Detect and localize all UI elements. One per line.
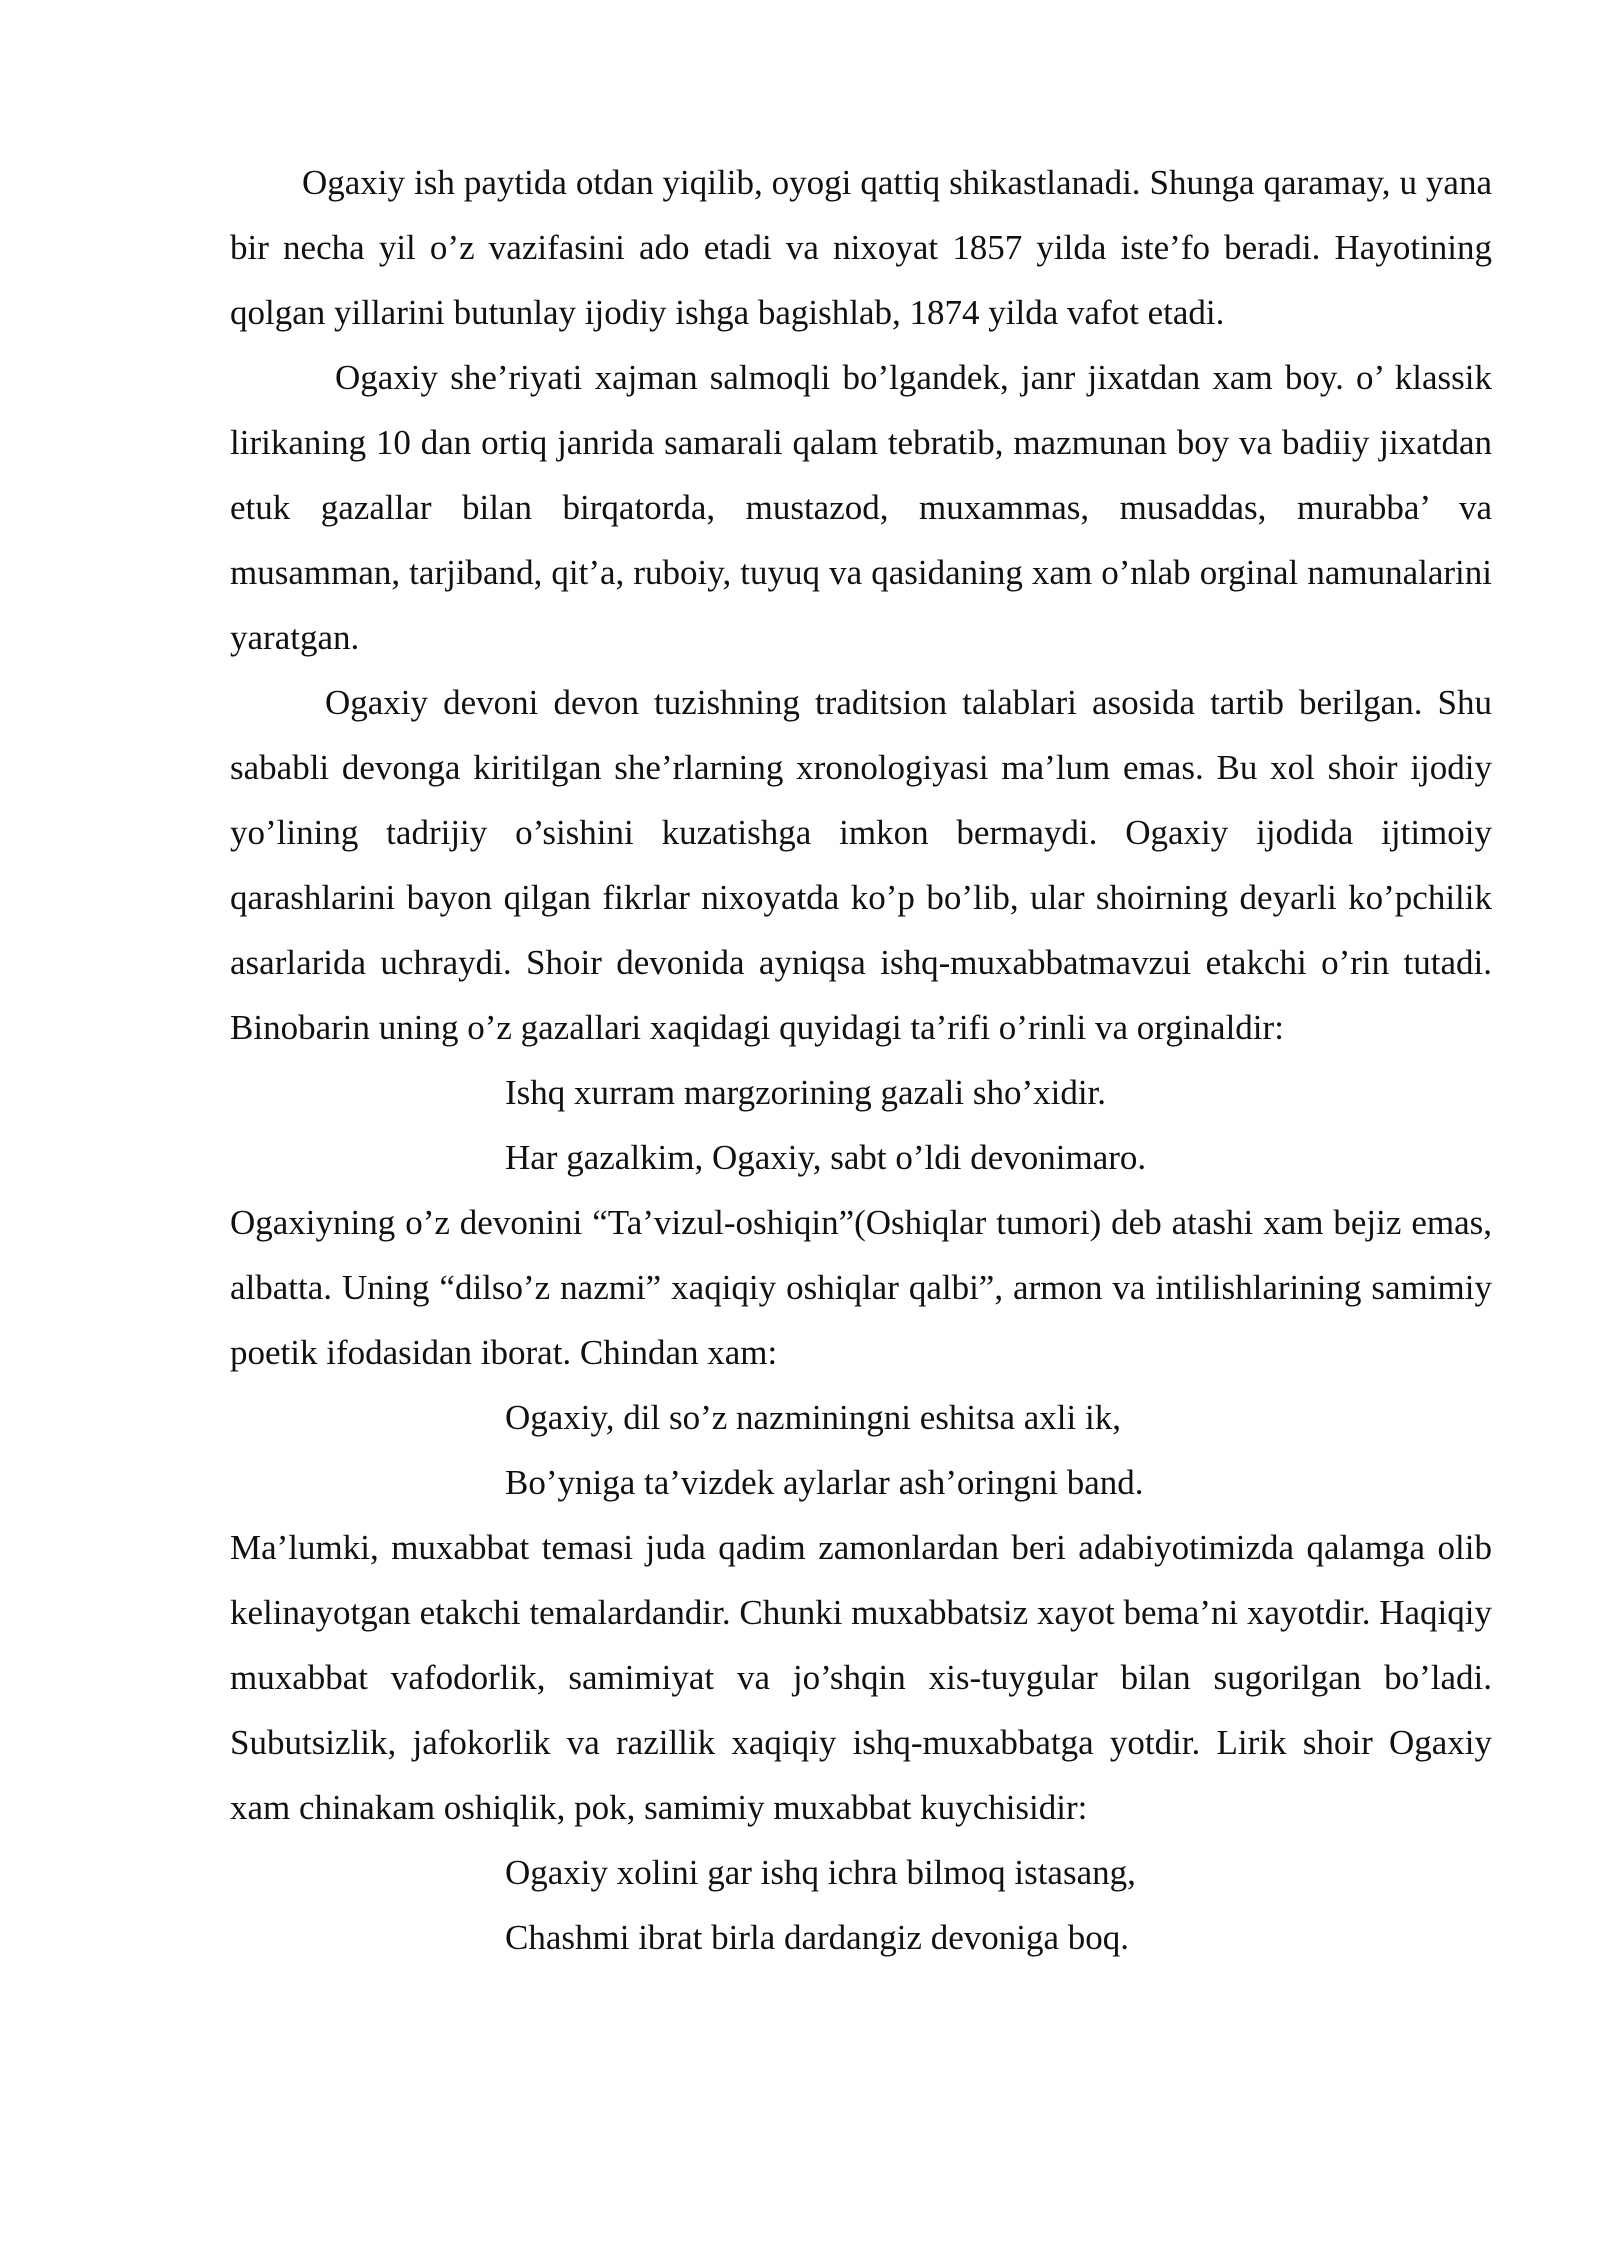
paragraph: Ogaxiyning o’z devonini “Ta’vizul-oshiqin”(Oshiqlar tumori) deb atashi xam bejiz emas, albatta. Uning “dilso’z nazmi” xaqiqiy oshiqlar qalbi”, armon va intilishlarining samimiy poetik ifodasidan iborat. Chindan xam: <box>230 1203 1492 1372</box>
paragraph: Ogaxiy ish paytida otdan yiqilib, oyogi qattiq shikastlanadi. Shunga qaramay, u yana bir necha yil o’z vazifasini ado etadi va nixoyat 1857 yilda iste’fo beradi. Hayotining qolgan yillarini butunlay ijodiy ishga bagishlab, 1874 yilda vafot etadi. <box>230 163 1492 332</box>
paragraph: Ma’lumki, muxabbat temasi juda qadim zamonlardan beri adabiyotimizda qalamga olib kelinayotgan etakchi temalardandir. Chunki muxabbatsiz xayot bema’ni xayotdir. Haqiqiy muxabbat vafodorlik, samimiyat va jo’shqin xis-tuygular bilan sugorilgan bo’ladi. Subutsizlik, jafokorlik va razillik xaqiqiy ishq-muxabbatga yotdir. Lirik shoir Ogaxiy xam chinakam oshiqlik, pok, samimiy muxabbat kuychisidir: <box>230 1528 1492 1827</box>
verse-line: Ishq xurram margzorining gazali sho’xidir. <box>505 1073 1107 1112</box>
verse-line: Ogaxiy xolini gar ishq ichra bilmoq istasang, <box>505 1853 1136 1892</box>
verse-line: Ogaxiy, dil so’z nazminingni eshitsa axli ik, <box>505 1398 1121 1437</box>
verse-line: Har gazalkim, Ogaxiy, sabt o’ldi devonimaro. <box>505 1138 1147 1177</box>
paragraph: Ogaxiy devoni devon tuzishning traditsion talablari asosida tartib berilgan. Shu sababli devonga kiritilgan she’rlarning xronologiyasi ma’lum emas. Bu xol shoir ijodiy yo’lining tadrijiy o’sishini kuzatishga imkon bermaydi. Ogaxiy ijodida ijtimoiy qarashlarini bayon qilgan fikrlar nixoyatda ko’p bo’lib, ular shoirning deyarli ko’pchilik asarlarida uchraydi. Shoir devonida ayniqsa ishq-muxabbatmavzui etakchi o’rin tutadi. Binobarin uning o’z gazallari xaqidagi quyidagi ta’rifi o’rinli va orginaldir: <box>230 683 1492 1047</box>
verse-line: Bo’yniga ta’vizdek aylarlar ash’oringni band. <box>505 1463 1144 1502</box>
paragraph: Ogaxiy she’riyati xajman salmoqli bo’lgandek, janr jixatdan xam boy. o’ klassik lirikaning 10 dan ortiq janrida samarali qalam tebratib, mazmunan boy va badiiy jixatdan etuk gazallar bilan birqatorda, mustazod, muxammas, musaddas, murabba’ va musamman, tarjiband, qit’a, ruboiy, tuyuq va qasidaning xam o’nlab orginal namunalarini yaratgan. <box>230 358 1492 657</box>
document-body <box>230 150 1492 1970</box>
verse-line: Chashmi ibrat birla dardangiz devoniga boq. <box>505 1918 1130 1957</box>
